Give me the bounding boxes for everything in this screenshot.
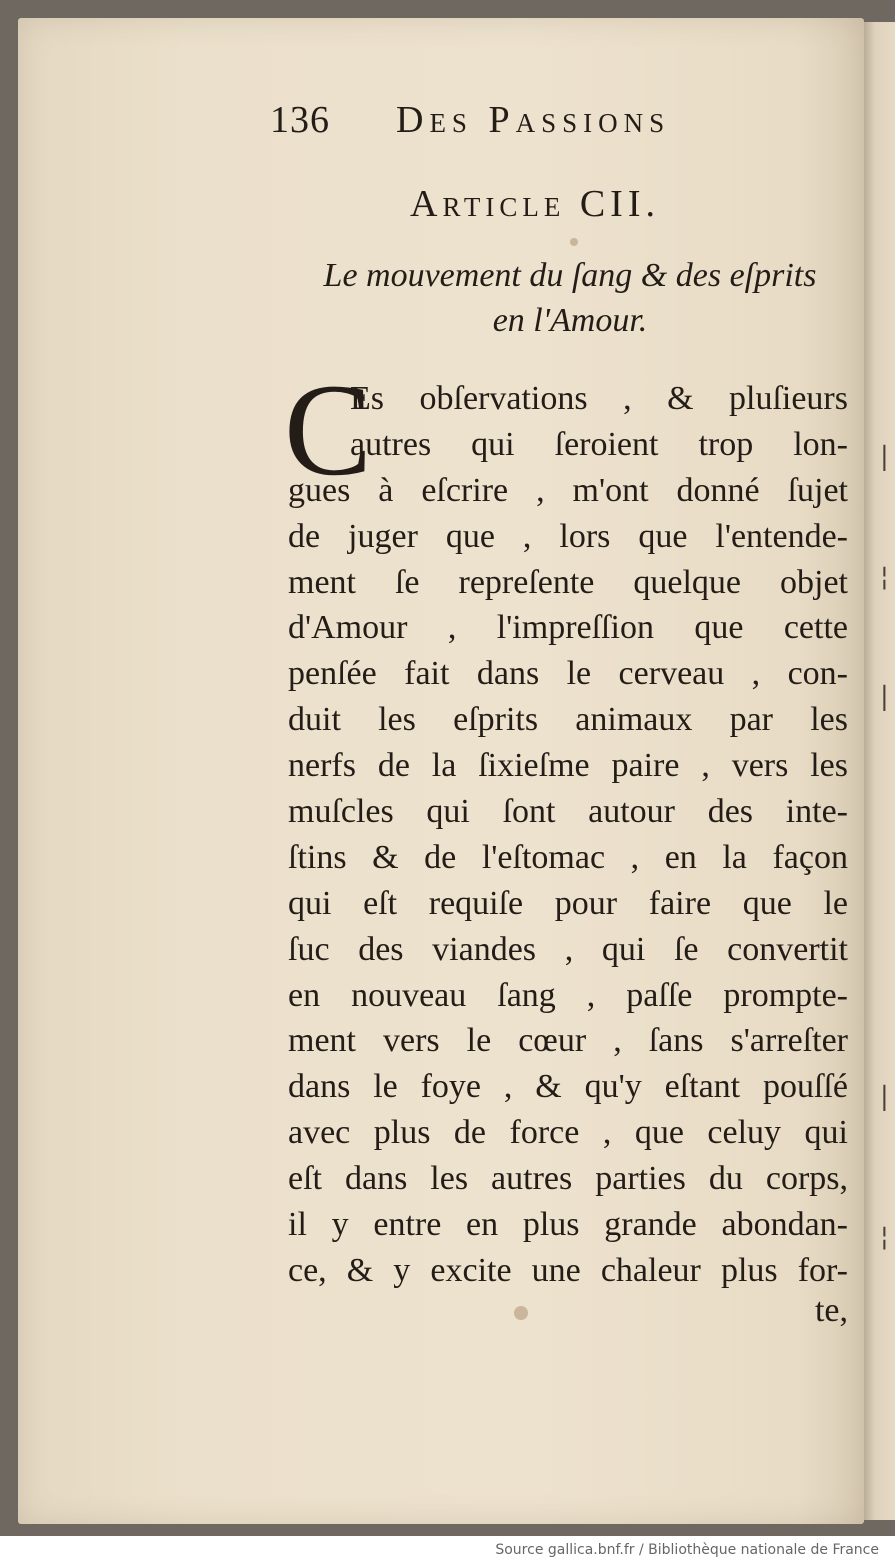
text-line: eſt dans les autres parties du corps, <box>288 1160 848 1198</box>
text-line: qui eſt requiſe pour faire que le <box>288 884 848 922</box>
article-heading: Article CII. <box>410 183 660 225</box>
text-line: il y entre en plus grande abondan- <box>288 1206 848 1244</box>
text-line: gues à eſcrire , m'ont donné ſujet <box>288 471 848 509</box>
text-line: ce, & y excite une chaleur plus for- <box>288 1251 848 1289</box>
text-line: penſée fait dans le cerveau , con- <box>288 655 848 693</box>
source-footer <box>0 1536 895 1566</box>
text-line: ſuc des viandes , qui ſe convertit <box>288 930 848 968</box>
text-line: duit les eſprits animaux par les <box>288 701 848 739</box>
text-line: ment vers le cœur , ſans s'arreſter <box>288 1022 848 1060</box>
facing-page-edge: | ¦ | | ¦ <box>864 22 895 1520</box>
subtitle-line: Le mouvement du ſang & des eſprits <box>323 257 817 294</box>
ink-stain <box>514 1306 528 1320</box>
text-line: d'Amour , l'impreſſion que cette <box>288 609 848 647</box>
article-subtitle <box>290 253 850 343</box>
page-header <box>270 98 750 144</box>
text-line: autres qui ſeroient trop lon- <box>350 425 848 463</box>
text-line: en nouveau ſang , paſſe prompte- <box>288 976 848 1014</box>
page-number: 136 <box>270 99 330 141</box>
text-line: avec plus de force , que celuy qui <box>288 1114 848 1152</box>
running-title: Des Passions <box>396 99 671 141</box>
body-text <box>288 376 848 1294</box>
text-line: de juger que , lors que l'entende- <box>288 517 848 555</box>
catchword: te, <box>814 1292 848 1329</box>
text-line: Es obſervations , & pluſieurs <box>350 380 848 417</box>
drop-capital: C <box>284 356 373 503</box>
text-line: muſcles qui ſont autour des inte- <box>288 793 848 831</box>
text-line: dans le foye , & qu'y eſtant pouſſé <box>288 1068 848 1106</box>
ink-stain <box>570 238 578 246</box>
text-line: ſtins & de l'eſtomac , en la façon <box>288 838 848 876</box>
subtitle-line: en l'Amour. <box>492 302 648 339</box>
text-line: nerfs de la ſixieſme paire , vers les <box>288 747 848 785</box>
text-line: ment ſe repreſente quelque objet <box>288 563 848 601</box>
source-credit: Source gallica.bnf.fr / Bibliothèque nationale de France <box>495 1542 879 1558</box>
